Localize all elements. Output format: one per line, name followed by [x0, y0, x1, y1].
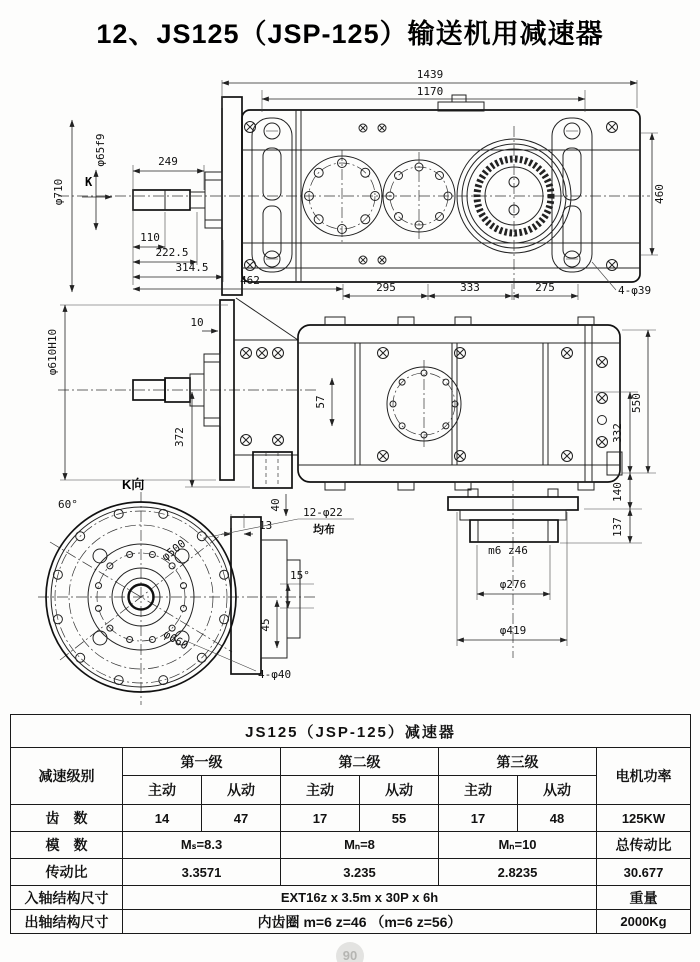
dim-4-phi39: 4-φ39 [618, 284, 652, 297]
ratio-value: 3.235 [281, 859, 439, 886]
dim-275: 275 [535, 281, 555, 294]
dim-45: 45 [259, 618, 272, 632]
dim-10: 10 [190, 316, 204, 329]
dim-1170: 1170 [416, 85, 444, 98]
subheader-driving-3: 主动 [439, 776, 518, 805]
row-label-ratio: 传动比 [11, 859, 123, 886]
dim-m6-z46: m6 z46 [488, 544, 528, 557]
subheader-driving-2: 主动 [281, 776, 360, 805]
dim-137: 137 [611, 517, 624, 537]
header-reduction-stage: 减速级别 [11, 748, 123, 805]
dim-12-phi22: 12-φ22 [303, 506, 343, 519]
dim-462: 462 [240, 274, 260, 287]
teeth-value: 47 [202, 805, 281, 832]
dim-333: 333 [460, 281, 480, 294]
k-view-label: K向 [122, 477, 145, 492]
ratio-value: 3.3571 [123, 859, 281, 886]
subheader-driven-3: 从动 [518, 776, 597, 805]
teeth-value: 48 [518, 805, 597, 832]
dim-295: 295 [376, 281, 396, 294]
dim-phi660: φ660 [161, 627, 191, 653]
header-motor-power: 电机功率 [597, 748, 691, 805]
dim-140: 140 [611, 482, 624, 502]
table-row [11, 859, 691, 886]
dim-phi276: φ276 [499, 578, 527, 591]
teeth-value: 17 [439, 805, 518, 832]
dim-222-5: 222.5 [155, 246, 189, 259]
page-number: 90 [336, 942, 364, 962]
dim-phi65f9: φ65f9 [94, 133, 107, 167]
subheader-driven-2: 从动 [360, 776, 439, 805]
dim-110: 110 [140, 231, 160, 244]
header-total-ratio: 总传动比 [597, 832, 691, 859]
dim-460: 460 [653, 184, 666, 204]
dim-249: 249 [158, 155, 178, 168]
row-label-output-shaft: 出轴结构尺寸 [11, 910, 123, 934]
dim-15deg: 15° [290, 569, 310, 582]
teeth-value: 55 [360, 805, 439, 832]
row-label-teeth: 齿 数 [11, 805, 123, 832]
ratio-value: 2.8235 [439, 859, 597, 886]
dim-57: 57 [314, 395, 327, 409]
header-stage-3: 第三级 [439, 748, 597, 776]
table-row [11, 910, 691, 934]
output-shaft-value: 内齿圈 m=6 z=46 （m=6 z=56） [123, 910, 597, 934]
k-arrow-label: K [85, 175, 93, 189]
table-row [11, 805, 691, 832]
module-value: Mₙ=10 [439, 832, 597, 859]
subheader-driving-1: 主动 [123, 776, 202, 805]
front-view [52, 68, 666, 300]
spec-table [10, 714, 691, 934]
module-value: Mₛ=8.3 [123, 832, 281, 859]
total-ratio-value: 30.677 [597, 859, 691, 886]
dim-13: 13 [259, 519, 273, 532]
teeth-value: 17 [281, 805, 360, 832]
dim-phi500: φ500 [159, 536, 189, 564]
table-row [11, 886, 691, 910]
dim-60deg: 60° [58, 498, 78, 511]
table-row [11, 832, 691, 859]
output-shaft-view [448, 473, 642, 658]
row-label-input-shaft: 入轴结构尺寸 [11, 886, 123, 910]
dim-372: 372 [173, 427, 186, 447]
header-weight: 重量 [597, 886, 691, 910]
dim-junbu: 均布 [313, 524, 335, 536]
dim-phi419: φ419 [499, 624, 527, 637]
page-title: 12、JS125（JSP-125）输送机用减速器 [96, 19, 604, 49]
motor-power-value: 125KW [597, 805, 691, 832]
plan-view [46, 298, 656, 490]
dim-phi710: φ710 [52, 178, 65, 206]
header-stage-2: 第二级 [281, 748, 439, 776]
table-title: JS125（JSP-125）减速器 [11, 715, 691, 748]
weight-value: 2000Kg [597, 910, 691, 934]
dim-1439: 1439 [416, 68, 444, 81]
k-direction-view [38, 477, 354, 705]
input-shaft-value: EXT16z x 3.5m x 30P x 6h [123, 886, 597, 910]
dim-40: 40 [269, 498, 282, 512]
header-stage-1: 第一级 [123, 748, 281, 776]
subheader-driven-1: 从动 [202, 776, 281, 805]
dim-550: 550 [630, 393, 643, 413]
module-value: Mₙ=8 [281, 832, 439, 859]
dim-332: 332 [611, 423, 624, 443]
dim-314-5: 314.5 [175, 261, 209, 274]
dim-4-phi40: 4-φ40 [258, 668, 292, 681]
row-label-module: 模 数 [11, 832, 123, 859]
dim-phi610H10: φ610H10 [46, 328, 59, 376]
teeth-value: 14 [123, 805, 202, 832]
